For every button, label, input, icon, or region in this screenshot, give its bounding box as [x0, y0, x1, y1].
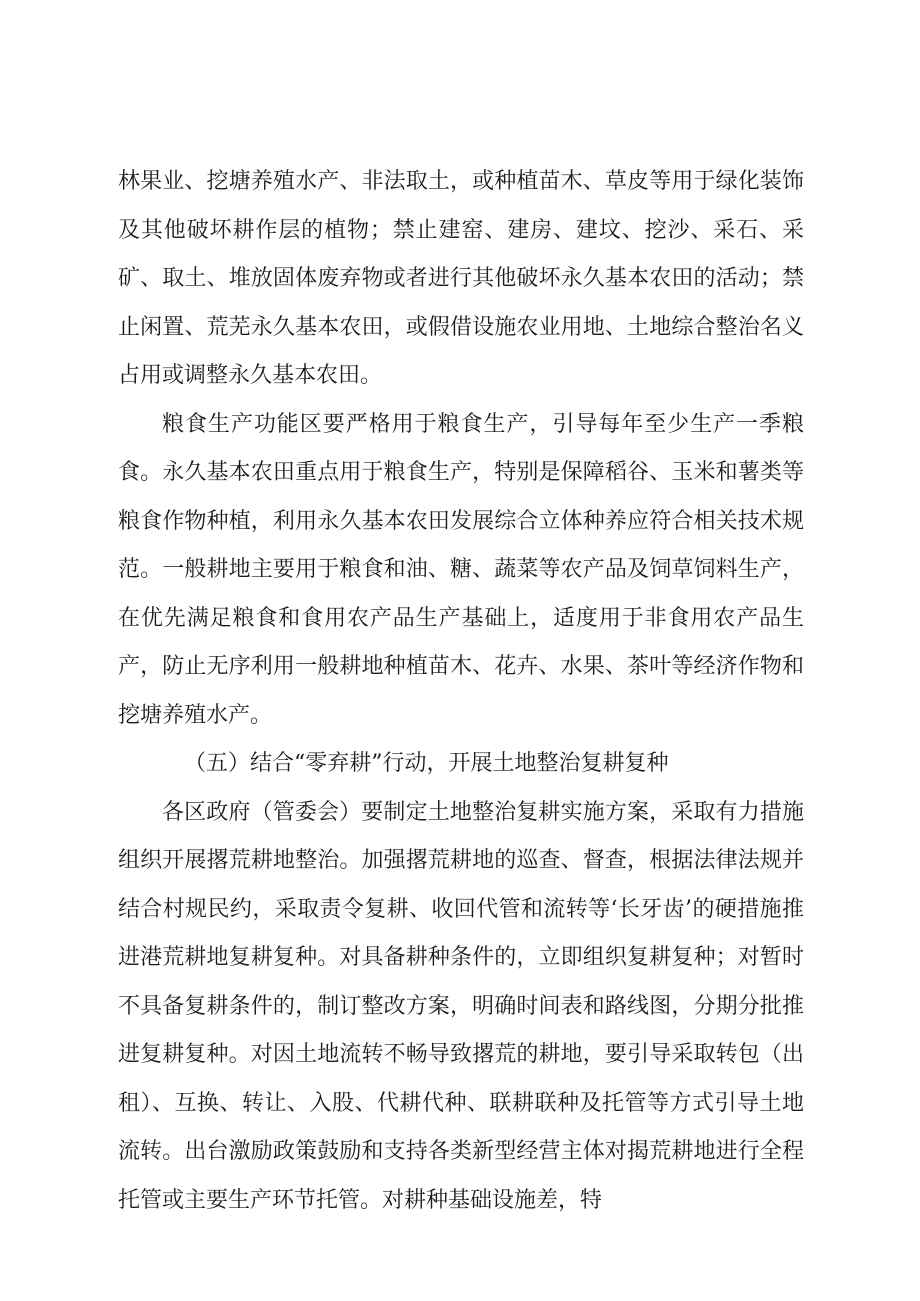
- paragraph-grain-production: 粮食生产功能区要严格用于粮食生产，引导每年至少生产一季粮食。永久基本农田重点用于粮食生产，特别是保障稻谷、玉米和薯类等粮食作物种植，利用永久基本农田发展综合立体种养应符合相关技术规范。一般耕地主要用于粮食和油、糖、蔬菜等农产品及饲草饲料生产，在优先满足粮食和食用农产品生产基础上，适度用于非食用农产品生产，防止无序利用一般耕地种植苗木、花卉、水果、茶叶等经济作物和挖塘养殖水产。: [118, 411, 804, 728]
- paragraph-continuation: 林果业、挖塘养殖水产、非法取土，或种植苗木、草皮等用于绿化装饰及其他破坏耕作层的植物；禁止建窑、建房、建坟、挖沙、采石、采矿、取土、堆放固体废弃物或者进行其他破坏永久基本农田的活动；禁止闲置、荒芜永久基本农田，或假借设施农业用地、土地综合整治名义占用或调整永久基本农田。: [118, 169, 804, 388]
- section-heading-five: （五）结合“零弃耕”行动，开展土地整治复耕复种: [184, 751, 669, 776]
- paragraph-land-consolidation: 各区政府（管委会）要制定土地整治复耕实施方案，采取有力措施组织开展撂荒耕地整治。加强撂荒耕地的巡查、督查，根据法律法规并结合村规民约，采取责令复耕、收回代管和流转等‘长牙齿’的硬措施推进港荒耕地复耕复种。对具备耕种条件的，立即组织复耕复种；对暂时不具备复耕条件的，制订整改方案，明确时间表和路线图，分期分批推进复耕复种。对因土地流转不畅导致撂荒的耕地，要引导采取转包（出租）、互换、转让、入股、代耕代种、联耕联种及托管等方式引导土地流转。出台激励政策鼓励和支持各类新型经营主体对揭荒耕地进行全程托管或主要生产环节托管。对耕种基础设施差，特: [118, 799, 804, 1213]
- body-text: [118, 158, 804, 1225]
